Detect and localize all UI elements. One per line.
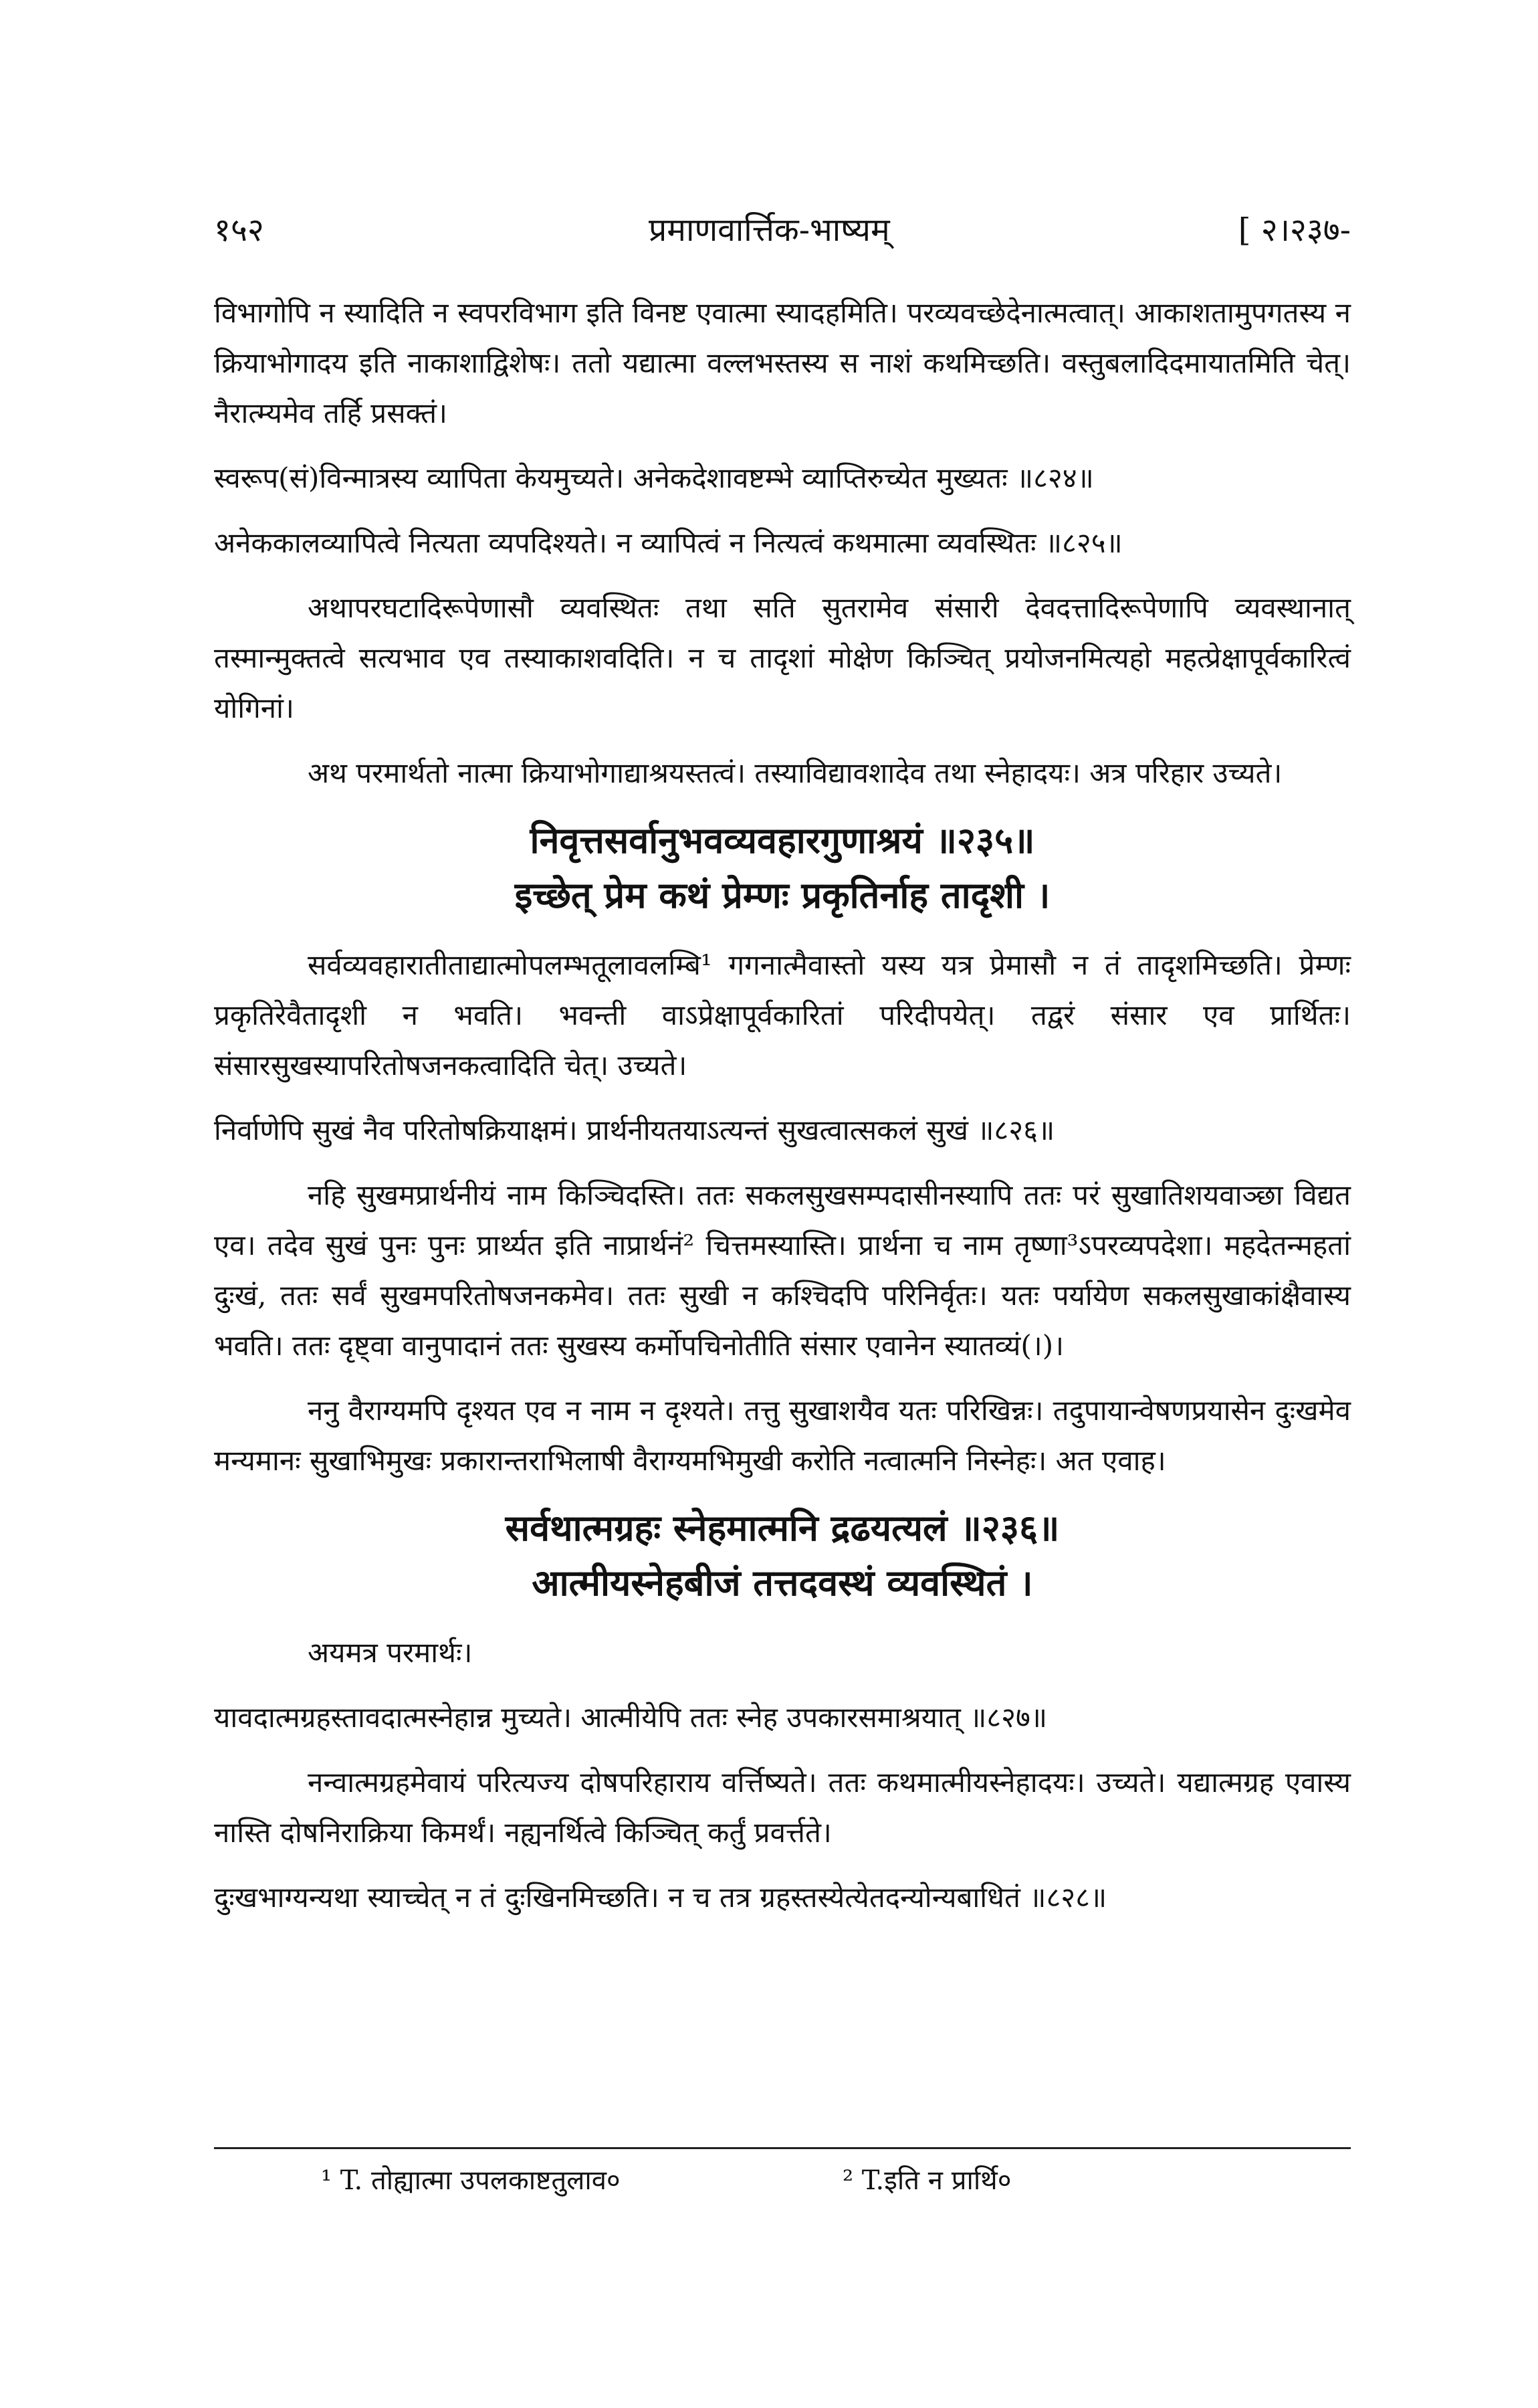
running-title: प्रमाणवार्त्तिक-भाष्यम् xyxy=(649,211,890,249)
verse-827: यावदात्मग्रहस्तावदात्मस्नेहान्न मुच्यते। आत्मीयेपि ततः स्नेह उपकारसमाश्रयात् ॥८२७॥ xyxy=(214,1701,1047,1734)
commentary-paragraph: अथापरघटादिरूपेणासौ व्यवस्थितः तथा सति सुतरामेव संसारी देवदत्तादिरूपेणापि व्यवस्थानात् तस्मान्मुक्तत्वे सत्यभाव एव तस्याकाशवदिति। न च तादृशां मोक्षेण किञ्चित् प्रयोजनमित्यहो महत्प्रेक्षापूर्वकारित्वं योगिनां। xyxy=(214,591,1351,724)
page-number: १५२ xyxy=(214,211,264,249)
footnote-2: ² T.इति न प्रार्थि० xyxy=(843,2165,1012,2196)
karika-line: इच्छेत् प्रेम कथं प्रेम्णः प्रकृतिर्नाह तादृशी । xyxy=(514,874,1051,916)
verse-826: निर्वाणेपि सुखं नैव परितोषक्रियाक्षमं। प्रार्थनीयतयाऽत्यन्तं सुखत्वात्सकलं सुखं ॥८२६॥ xyxy=(214,1114,1055,1146)
commentary-paragraph: नन्वात्मग्रहमेवायं परित्यज्य दोषपरिहाराय वर्त्तिष्यते। ततः कथमात्मीयस्नेहादयः। उच्यते। यद्यात्मग्रह एवास्य नास्ति दोषनिराक्रिया किमर्थं। नह्यनर्थित्वे किञ्चित् कर्तुं प्रवर्त्तते। xyxy=(214,1766,1351,1849)
karika-line: आत्मीयस्नेहबीजं तत्तदवस्थं व्यवस्थितं । xyxy=(532,1561,1033,1604)
commentary-paragraph: अयमत्र परमार्थः। xyxy=(308,1636,473,1669)
karika-235 xyxy=(214,813,1351,922)
footnote-1: ¹ T. तोह्यात्मा उपलकाष्टतुलाव० xyxy=(321,2165,621,2196)
commentary-paragraph: सर्वव्यवहारातीताद्यात्मोपलम्भतूलावलम्बि¹ गगनात्मैवास्तो यस्य यत्र प्रेमासौ न तं तादृशमिच्छति। प्रेम्णः प्रकृतिरेवैतादृशी न भवति। भवन्ती वाऽप्रेक्षापूर्वकारितां परिदीपयेत्। तद्वरं संसार एव प्रार्थितः। संसारसुखस्यापरितोषजनकत्वादिति चेत्। उच्यते। xyxy=(214,948,1351,1082)
verse-824: स्वरूप(सं)विन्मात्रस्य व्यापिता केयमुच्यते। अनेकदेशावष्टम्भे व्याप्तिरुच्येत मुख्यतः ॥८२४॥ xyxy=(214,462,1094,494)
main-text xyxy=(214,288,1351,1937)
footnote-divider xyxy=(214,2147,1351,2149)
karika-line: सर्वथात्मग्रहः स्नेहमात्मनि द्रढयत्यलं ॥२३६॥ xyxy=(505,1506,1060,1549)
karika-line: निवृत्तसर्वानुभवव्यवहारगुणाश्रयं ॥२३५॥ xyxy=(530,819,1035,862)
verse-825: अनेककालव्यापित्वे नित्यता व्यपदिश्यते। न व्यापित्वं न नित्यत्वं कथमात्मा व्यवस्थितः ॥८२५॥ xyxy=(214,526,1123,559)
commentary-paragraph: नहि सुखमप्रार्थनीयं नाम किञ्चिदस्ति। ततः सकलसुखसम्पदासीनस्यापि ततः परं सुखातिशयवाञ्छा विद्यत एव। तदेव सुखं पुनः पुनः प्रार्थ्यत इति नाप्रार्थनं² चित्तमस्यास्ति। प्रार्थना च नाम तृष्णा³ऽपरव्यपदेशा। महदेतन्महतां दुःखं, ततः सर्वं सुखमपरितोषजनकमेव। ततः सुखी न कश्चिदपि परिनिर्वृतः। यतः पर्यायेण सकलसुखाकांक्षैवास्य भवति। ततः दृष्ट्वा वानुपादानं ततः सुखस्य कर्मोपचिनोतीति संसार एवानेन स्यातव्यं(।)। xyxy=(214,1179,1351,1362)
running-header xyxy=(214,201,1351,261)
commentary-paragraph: अथ परमार्थतो नात्मा क्रियाभोगाद्याश्रयस्तत्वं। तस्याविद्यावशादेव तथा स्नेहादयः। अत्र परिहार उच्यते। xyxy=(308,757,1283,789)
commentary-paragraph: ननु वैराग्यमपि दृश्यत एव न नाम न दृश्यते। तत्तु सुखाशयैव यतः परिखिन्नः। तदुपायान्वेषणप्रयासेन दुःखमेव मन्यमानः सुखाभिमुखः प्रकारान्तराभिलाषी वैराग्यमभिमुखी करोति नत्वात्मनि निस्नेहः। अत एवाह। xyxy=(214,1394,1351,1477)
verse-reference: [ २।२३७- xyxy=(1238,211,1351,249)
commentary-paragraph: विभागोपि न स्यादिति न स्वपरविभाग इति विनष्ट एवात्मा स्यादहमिति। परव्यवच्छेदेनात्मत्वात्। आकाशतामुपगतस्य न क्रियाभोगादय इति नाकाशाद्विशेषः। ततो यद्यात्मा वल्लभस्तस्य स नाशं कथमिच्छति। वस्तुबलादिदमायातमिति चेत्। नैरात्म्यमेव तर्हि प्रसक्तं। xyxy=(214,296,1351,429)
karika-236 xyxy=(214,1500,1351,1610)
verse-828: दुःखभाग्यन्यथा स्याच्चेत् न तं दुःखिनमिच्छति। न च तत्र ग्रहस्तस्येत्येतदन्योन्यबाधितं ॥८२८॥ xyxy=(214,1881,1107,1914)
